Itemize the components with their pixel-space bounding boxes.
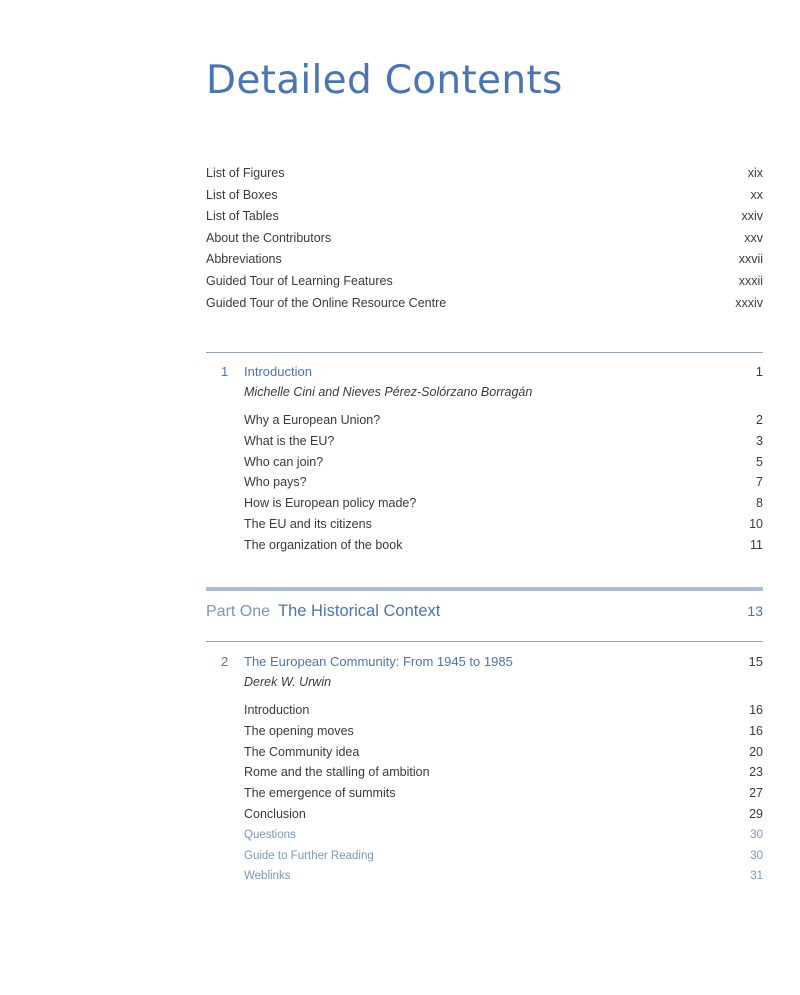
section-divider	[206, 352, 763, 353]
chapter-1	[206, 362, 763, 556]
entry-label: Abbreviations	[206, 252, 282, 267]
section-label: Guide to Further Reading	[244, 849, 374, 862]
section-item[interactable]	[244, 721, 763, 742]
section-page: 2	[756, 413, 763, 427]
section-page: 3	[756, 433, 763, 448]
chapter-page: 15	[748, 654, 763, 669]
chapter-title: Introduction	[244, 364, 312, 379]
chapter-number: 1	[221, 364, 229, 379]
part-heading[interactable]	[206, 598, 763, 624]
part-divider	[206, 587, 763, 591]
section-label: Introduction	[244, 703, 310, 717]
section-page: 16	[749, 723, 763, 738]
chapter-authors: Derek W. Urwin	[244, 675, 332, 689]
section-page: 30	[750, 828, 763, 841]
section-page: 30	[750, 849, 763, 862]
entry-page: xxxiv	[735, 295, 763, 310]
entry-label: List of Tables	[206, 209, 279, 224]
section-page: 27	[749, 786, 763, 801]
entry-page: xx	[750, 187, 763, 202]
section-item[interactable]	[244, 472, 763, 493]
chapter-heading[interactable]	[206, 652, 763, 672]
questions-link[interactable]	[244, 825, 763, 846]
section-label: Who pays?	[244, 475, 307, 490]
entry-label: About the Contributors	[206, 230, 332, 245]
section-page: 20	[749, 744, 763, 759]
section-label: Weblinks	[244, 870, 291, 883]
section-label: The EU and its citizens	[244, 516, 372, 531]
section-label: What is the EU?	[244, 433, 335, 448]
part-page: 13	[747, 603, 763, 619]
chapter-page: 1	[755, 364, 763, 379]
further-reading-link[interactable]	[244, 846, 763, 867]
section-item[interactable]	[244, 535, 763, 556]
section-item[interactable]	[244, 762, 763, 783]
part-title: The Historical Context	[278, 602, 441, 620]
entry-label: Guided Tour of the Online Resource Centre	[206, 295, 447, 310]
section-page: 31	[750, 870, 763, 883]
part-label: Part One	[206, 603, 271, 620]
section-divider	[206, 641, 763, 642]
front-matter-item[interactable]	[206, 206, 763, 228]
chapter-sections	[206, 700, 763, 887]
entry-page: xxxii	[738, 273, 763, 288]
front-matter-list	[206, 163, 763, 314]
section-label: Questions	[244, 828, 296, 841]
section-label: The opening moves	[244, 723, 354, 738]
section-item[interactable]	[244, 700, 763, 721]
section-page: 10	[749, 516, 763, 531]
entry-label: List of Figures	[206, 166, 285, 180]
front-matter-item[interactable]	[206, 249, 763, 271]
section-label: Why a European Union?	[244, 413, 381, 427]
section-item[interactable]	[244, 452, 763, 473]
section-page: 11	[750, 537, 763, 552]
chapter-title: The European Community: From 1945 to 1985	[244, 654, 513, 669]
front-matter-item[interactable]	[206, 293, 763, 315]
page-title: Detailed Contents	[206, 58, 563, 103]
section-item[interactable]	[244, 742, 763, 763]
section-item[interactable]	[244, 783, 763, 804]
section-page: 29	[749, 806, 763, 821]
entry-page: xxvii	[738, 252, 763, 267]
weblinks-link[interactable]	[244, 866, 763, 887]
section-label: The organization of the book	[244, 537, 403, 552]
section-label: How is European policy made?	[244, 496, 417, 511]
front-matter-item[interactable]	[206, 185, 763, 207]
section-item[interactable]	[244, 804, 763, 825]
section-page: 16	[749, 703, 763, 717]
entry-page: xxv	[744, 230, 763, 245]
section-page: 7	[756, 475, 763, 490]
section-item[interactable]	[244, 493, 763, 514]
section-label: The Community idea	[244, 744, 360, 759]
chapter-authors: Michelle Cini and Nieves Pérez-Solórzano Borragán	[244, 385, 533, 399]
chapter-number: 2	[221, 654, 229, 669]
section-label: The emergence of summits	[244, 786, 396, 801]
entry-label: Guided Tour of Learning Features	[206, 273, 393, 288]
entry-label: List of Boxes	[206, 187, 278, 202]
section-page: 23	[749, 765, 763, 780]
section-page: 5	[756, 454, 763, 469]
section-label: Who can join?	[244, 454, 324, 469]
front-matter-item[interactable]	[206, 228, 763, 250]
entry-page: xix	[747, 166, 763, 180]
chapter-heading[interactable]	[206, 362, 763, 382]
section-item[interactable]	[244, 431, 763, 452]
chapter-2	[206, 652, 763, 887]
front-matter-item[interactable]	[206, 163, 763, 185]
section-label: Rome and the stalling of ambition	[244, 765, 430, 780]
section-label: Conclusion	[244, 806, 306, 821]
front-matter-item[interactable]	[206, 271, 763, 293]
section-item[interactable]	[244, 514, 763, 535]
section-item[interactable]	[244, 410, 763, 431]
section-page: 8	[756, 496, 763, 511]
chapter-sections	[206, 410, 763, 556]
entry-page: xxiv	[741, 209, 763, 224]
